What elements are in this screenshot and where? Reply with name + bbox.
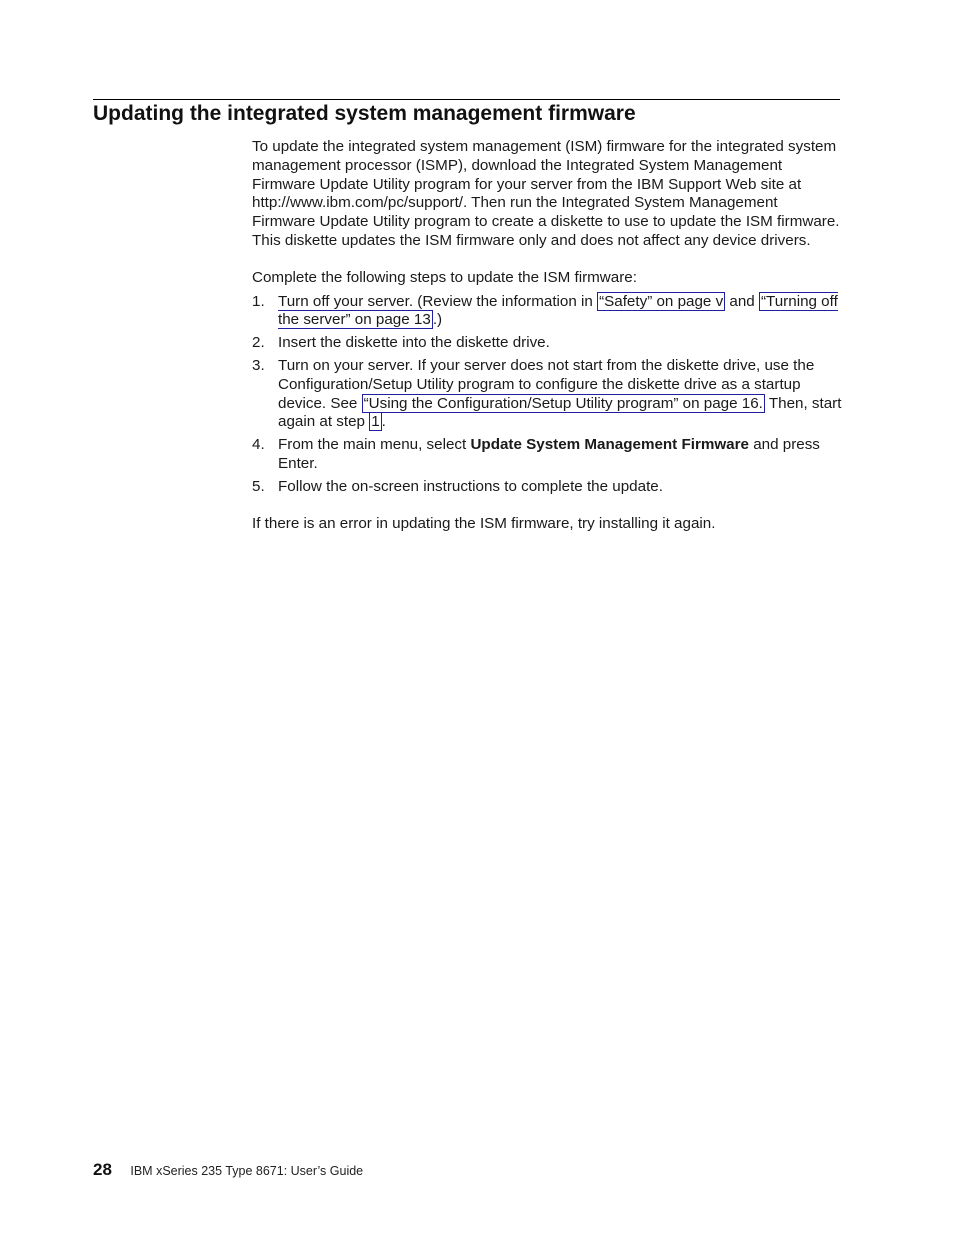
step-text: Follow the on-screen instructions to complete the update. — [278, 477, 663, 495]
page-number: 28 — [93, 1160, 112, 1179]
step-text: and — [725, 292, 759, 310]
step-text: From the main menu, select — [278, 436, 471, 454]
configuration-utility-link[interactable]: “Using the Configuration/Setup Utility program” on page 16. — [363, 394, 763, 412]
step-number: 2. — [252, 334, 265, 352]
menu-option-name: Update System Management Firmware — [470, 436, 749, 454]
turning-off-server-link[interactable]: “Turning off the server” on page 13 — [278, 292, 838, 329]
step-item-2 — [252, 334, 844, 353]
step-text: . — [381, 413, 386, 431]
heading-rule — [93, 99, 840, 100]
document-title: IBM xSeries 235 Type 8671: User’s Guide — [130, 1164, 364, 1178]
step-number: 3. — [252, 356, 265, 374]
step-text: and press Enter. — [278, 436, 820, 472]
step-item-1 — [252, 293, 844, 331]
page-heading: Updating the integrated system management firmware — [93, 102, 636, 125]
step-text: Then, start again at step — [278, 394, 842, 431]
intro-paragraph: To update the integrated system management (ISM) firmware for the integrated system management processor (ISMP), download the Integrated System Management Firmware Update Utility program for your server from the IBM Support Web site at http://www.ibm.com/pc/support/. Then run the Integrated System Management Firmware Update Utility program to create a diskette to use to update the ISM firmware. This diskette updates the ISM firmware only and does not affect any device drivers. — [252, 138, 840, 249]
steps-list — [252, 293, 844, 497]
step-1-link[interactable]: 1 — [371, 413, 380, 431]
step-text: .) — [432, 311, 443, 329]
safety-link[interactable]: “Safety” on page v — [599, 292, 724, 310]
step-number: 1. — [252, 292, 265, 310]
step-text: Turn off your server. (Review the information in — [278, 292, 598, 310]
step-item-4 — [252, 436, 844, 474]
step-number: 4. — [252, 436, 265, 454]
closing-paragraph: If there is an error in updating the ISM firmware, try installing it again. — [252, 514, 716, 532]
step-number: 5. — [252, 477, 265, 495]
step-text: Turn on your server. If your server does not start from the diskette drive, use the Configuration/Setup Utility program to configure the diskette drive as a startup device. See — [278, 356, 815, 412]
page-footer — [93, 1160, 363, 1180]
step-item-5 — [252, 478, 844, 497]
step-text: Insert the diskette into the diskette drive. — [278, 334, 550, 352]
step-item-3 — [252, 357, 844, 432]
body-content — [252, 138, 844, 533]
steps-intro: Complete the following steps to update the ISM firmware: — [252, 268, 637, 286]
